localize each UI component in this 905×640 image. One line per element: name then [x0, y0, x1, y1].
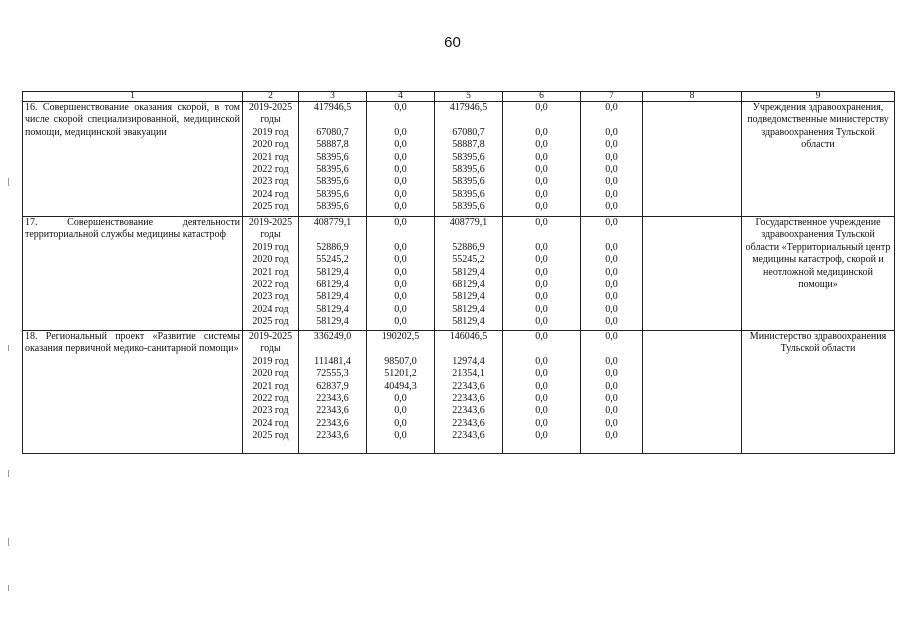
amount-value: 22343,6 [316, 405, 349, 417]
measure-name: 18. Региональный проект «Развитие системы оказания первичной медико-санитарной помощи» [23, 331, 243, 454]
amount-cell-col5 [435, 102, 503, 217]
amount-value: 62837,9 [316, 380, 349, 392]
amount-value: 0,0 [394, 291, 407, 303]
amount-value [369, 229, 432, 241]
amount-value: 0,0 [535, 303, 548, 315]
period-line: 2019-2025 [248, 331, 293, 342]
period-line: 2021 год [252, 266, 289, 278]
amount-value: 0,0 [394, 126, 407, 138]
amount-value: 55245,2 [316, 254, 349, 266]
amount-value: 0,0 [605, 266, 618, 278]
amount-value: 0,0 [535, 405, 548, 417]
amount-value: 0,0 [605, 254, 618, 266]
amount-cell-col7 [581, 102, 643, 217]
amount-value [645, 430, 739, 442]
amount-value: 0,0 [394, 266, 407, 278]
amount-value: 52886,9 [316, 241, 349, 253]
amount-value [583, 114, 640, 126]
amount-value: 0,0 [394, 278, 407, 290]
amount-value [505, 229, 578, 241]
amount-value: 58129,4 [452, 291, 485, 303]
amount-value: 58129,4 [316, 291, 349, 303]
period-line: 2025 год [252, 201, 289, 213]
amount-value [301, 229, 364, 241]
column-header: 3 [299, 92, 367, 102]
amount-value: 0,0 [605, 241, 618, 253]
amount-value: 0,0 [394, 430, 407, 442]
amount-cell-col3 [299, 102, 367, 217]
amount-value [369, 114, 432, 126]
period-line: 2019-2025 [248, 217, 293, 228]
amount-value: 22343,6 [452, 417, 485, 429]
amount-value: 0,0 [535, 380, 548, 392]
amount-value: 0,0 [605, 163, 618, 175]
amount-value [583, 343, 640, 355]
amount-cell-col3 [299, 217, 367, 331]
amount-value [437, 229, 500, 241]
period-line: 2023 год [252, 405, 289, 417]
amount-value: 0,0 [535, 430, 548, 442]
amount-value: 0,0 [535, 417, 548, 429]
amount-value: 21354,1 [452, 368, 485, 380]
column-header: 7 [581, 92, 643, 102]
amount-value: 58129,4 [452, 316, 485, 328]
amount-value: 0,0 [605, 430, 618, 442]
period-line: 2020 год [252, 254, 289, 266]
amount-value [645, 393, 739, 405]
amount-value: 58129,4 [316, 303, 349, 315]
amount-value: 408779,1 [449, 217, 488, 228]
amount-value: 111481,4 [314, 355, 351, 367]
amount-value [505, 114, 578, 126]
amount-cell-col7 [581, 217, 643, 331]
amount-value: 98507,0 [384, 355, 417, 367]
amount-value: 0,0 [535, 217, 548, 228]
period-line: 2023 год [252, 291, 289, 303]
table-row [23, 102, 895, 217]
amount-value: 58129,4 [316, 266, 349, 278]
amount-value: 0,0 [605, 380, 618, 392]
amount-cell-col7 [581, 331, 643, 454]
amount-value: 190202,5 [381, 331, 420, 342]
amount-value: 40494,3 [384, 380, 417, 392]
amount-value: 58129,4 [452, 303, 485, 315]
period-line: годы [260, 343, 281, 355]
amount-value [301, 114, 364, 126]
period-line: 2019 год [252, 126, 289, 138]
measure-name: 17. Совершенствование деятельности территориальной службы медицины катастроф [23, 217, 243, 331]
amount-value: 0,0 [605, 405, 618, 417]
amount-value [645, 418, 739, 430]
amount-value: 51201,2 [384, 368, 417, 380]
period-line: годы [260, 229, 281, 241]
executor-cell: Государственное учреждение здравоохранения Тульской области «Территориальный центр медицины катастроф, скорой и неотложной медицинской помощи» [742, 217, 895, 331]
measure-name: 16. Совершенствование оказания скорой, в том числе скорой специализированной, медицинской помощи, медицинской эвакуации [23, 102, 243, 217]
column-header: 9 [742, 92, 895, 102]
amount-value [645, 267, 739, 279]
period-line: 2025 год [252, 316, 289, 328]
table-row [23, 217, 895, 331]
amount-value: 55245,2 [452, 254, 485, 266]
amount-value: 0,0 [535, 392, 548, 404]
amount-cell-col6 [503, 217, 581, 331]
column-header: 6 [503, 92, 581, 102]
amount-cell-col3 [299, 331, 367, 454]
amount-value: 22343,6 [452, 392, 485, 404]
amount-value: 0,0 [394, 188, 407, 200]
amount-cell-col4 [367, 217, 435, 331]
period-line: 2022 год [252, 392, 289, 404]
amount-value: 417946,5 [313, 102, 352, 113]
period-line: 2023 год [252, 176, 289, 188]
amount-cell-col5 [435, 331, 503, 454]
amount-value: 0,0 [394, 241, 407, 253]
column-header: 1 [23, 92, 243, 102]
period-line: 2024 год [252, 303, 289, 315]
amount-value: 0,0 [394, 139, 407, 151]
amount-value [369, 343, 432, 355]
period-line: 2024 год [252, 417, 289, 429]
amount-value: 0,0 [394, 417, 407, 429]
amount-value [645, 304, 739, 316]
amount-value [645, 127, 739, 139]
amount-value: 0,0 [394, 303, 407, 315]
amount-value: 58887,8 [316, 139, 349, 151]
period-line: 2024 год [252, 188, 289, 200]
period-line: 2025 год [252, 430, 289, 442]
amount-value [645, 164, 739, 176]
period-line: 2022 год [252, 278, 289, 290]
period-line: 2019 год [252, 355, 289, 367]
amount-value: 0,0 [605, 102, 618, 113]
amount-value: 58887,8 [452, 139, 485, 151]
amount-value [645, 381, 739, 393]
amount-value: 58395,6 [316, 188, 349, 200]
amount-value: 22343,6 [316, 417, 349, 429]
period-line: 2020 год [252, 368, 289, 380]
page-number: 60 [444, 34, 461, 51]
amount-value: 0,0 [394, 201, 407, 213]
amount-value: 68129,4 [452, 278, 485, 290]
amount-value: 336249,0 [313, 331, 352, 342]
amount-value: 58395,6 [316, 163, 349, 175]
amount-value: 0,0 [605, 355, 618, 367]
amount-value: 58395,6 [452, 188, 485, 200]
amount-value: 0,0 [535, 368, 548, 380]
amount-cell-col6 [503, 102, 581, 217]
amount-value [645, 242, 739, 254]
amount-value: 0,0 [605, 188, 618, 200]
amount-value: 58395,6 [316, 201, 349, 213]
amount-value: 0,0 [394, 405, 407, 417]
amount-value: 0,0 [535, 201, 548, 213]
column-header: 8 [643, 92, 742, 102]
amount-value: 417946,5 [449, 102, 488, 113]
amount-value: 58395,6 [452, 176, 485, 188]
header-row [23, 92, 895, 102]
amount-value: 22343,6 [316, 392, 349, 404]
amount-value: 0,0 [394, 392, 407, 404]
amount-value [645, 316, 739, 328]
amount-value [645, 279, 739, 291]
amount-value [645, 189, 739, 201]
column-header: 4 [367, 92, 435, 102]
amount-value: 0,0 [605, 303, 618, 315]
amount-value [505, 343, 578, 355]
amount-value [645, 343, 739, 355]
amount-value: 58395,6 [452, 163, 485, 175]
amount-value [645, 201, 739, 213]
amount-value: 0,0 [394, 316, 407, 328]
amount-value [645, 229, 739, 241]
amount-value: 52886,9 [452, 241, 485, 253]
amount-value [437, 343, 500, 355]
amount-value: 0,0 [605, 417, 618, 429]
amount-value: 0,0 [605, 151, 618, 163]
amount-value: 0,0 [535, 163, 548, 175]
amount-value: 0,0 [394, 163, 407, 175]
amount-value: 67080,7 [452, 126, 485, 138]
amount-value [583, 229, 640, 241]
amount-value [645, 114, 739, 126]
period-line: 2021 год [252, 151, 289, 163]
amount-cell-col6 [503, 331, 581, 454]
amount-value: 0,0 [535, 355, 548, 367]
amount-value: 0,0 [535, 176, 548, 188]
amount-value: 0,0 [605, 201, 618, 213]
amount-value: 58129,4 [452, 266, 485, 278]
amount-value [645, 139, 739, 151]
amount-value: 22343,6 [452, 405, 485, 417]
amount-value: 0,0 [605, 291, 618, 303]
amount-value: 0,0 [535, 291, 548, 303]
amount-value [645, 217, 739, 229]
table-row [23, 331, 895, 454]
period-line: 2019-2025 [248, 102, 293, 113]
amount-value [645, 331, 739, 343]
amount-value: 22343,6 [452, 380, 485, 392]
amount-value: 22343,6 [316, 430, 349, 442]
period-line: годы [260, 114, 281, 126]
amount-cell-col8 [643, 102, 742, 217]
amount-value: 0,0 [535, 102, 548, 113]
amount-value: 0,0 [605, 331, 618, 342]
amount-value: 0,0 [535, 139, 548, 151]
amount-cell-col5 [435, 217, 503, 331]
amount-cell-col4 [367, 331, 435, 454]
amount-value: 0,0 [605, 278, 618, 290]
amount-value [645, 152, 739, 164]
period-line: 2020 год [252, 139, 289, 151]
amount-value: 0,0 [605, 176, 618, 188]
period-cell [243, 217, 299, 331]
amount-value [437, 114, 500, 126]
amount-value [645, 102, 739, 114]
amount-value: 0,0 [605, 392, 618, 404]
amount-value [645, 405, 739, 417]
column-header: 2 [243, 92, 299, 102]
period-line: 2021 год [252, 380, 289, 392]
amount-value: 0,0 [605, 217, 618, 228]
amount-value: 0,0 [535, 151, 548, 163]
amount-value: 0,0 [394, 217, 407, 228]
amount-value: 58129,4 [316, 316, 349, 328]
amount-value: 12974,4 [452, 355, 485, 367]
amount-value: 0,0 [605, 368, 618, 380]
amount-value: 0,0 [535, 331, 548, 342]
amount-value: 0,0 [605, 316, 618, 328]
amount-value: 0,0 [394, 151, 407, 163]
budget-table [22, 91, 895, 454]
amount-value: 408779,1 [313, 217, 352, 228]
amount-value [645, 176, 739, 188]
period-cell [243, 102, 299, 217]
amount-value: 0,0 [535, 278, 548, 290]
amount-cell-col4 [367, 102, 435, 217]
period-line: 2022 год [252, 163, 289, 175]
amount-cell-col8 [643, 217, 742, 331]
amount-value: 0,0 [535, 241, 548, 253]
amount-value: 72555,3 [316, 368, 349, 380]
amount-value: 58395,6 [452, 201, 485, 213]
amount-value [645, 356, 739, 368]
amount-value: 0,0 [535, 316, 548, 328]
amount-value: 146046,5 [449, 331, 488, 342]
amount-value: 0,0 [535, 254, 548, 266]
amount-value [645, 368, 739, 380]
amount-value [301, 343, 364, 355]
amount-value: 68129,4 [316, 278, 349, 290]
amount-value: 0,0 [535, 126, 548, 138]
amount-value: 58395,6 [316, 176, 349, 188]
amount-value: 22343,6 [452, 430, 485, 442]
amount-value: 58395,6 [316, 151, 349, 163]
amount-value [645, 254, 739, 266]
amount-value: 58395,6 [452, 151, 485, 163]
period-cell [243, 331, 299, 454]
amount-value: 0,0 [394, 102, 407, 113]
amount-value: 0,0 [394, 254, 407, 266]
executor-cell: Министерство здравоохранения Тульской области [742, 331, 895, 454]
amount-value: 0,0 [394, 176, 407, 188]
period-line: 2019 год [252, 241, 289, 253]
amount-value: 0,0 [605, 126, 618, 138]
amount-value [645, 291, 739, 303]
column-header: 5 [435, 92, 503, 102]
amount-cell-col8 [643, 331, 742, 454]
amount-value: 0,0 [535, 266, 548, 278]
executor-cell: Учреждения здравоохранения, подведомственные министерству здравоохранения Тульской области [742, 102, 895, 217]
amount-value: 67080,7 [316, 126, 349, 138]
amount-value: 0,0 [535, 188, 548, 200]
amount-value: 0,0 [605, 139, 618, 151]
